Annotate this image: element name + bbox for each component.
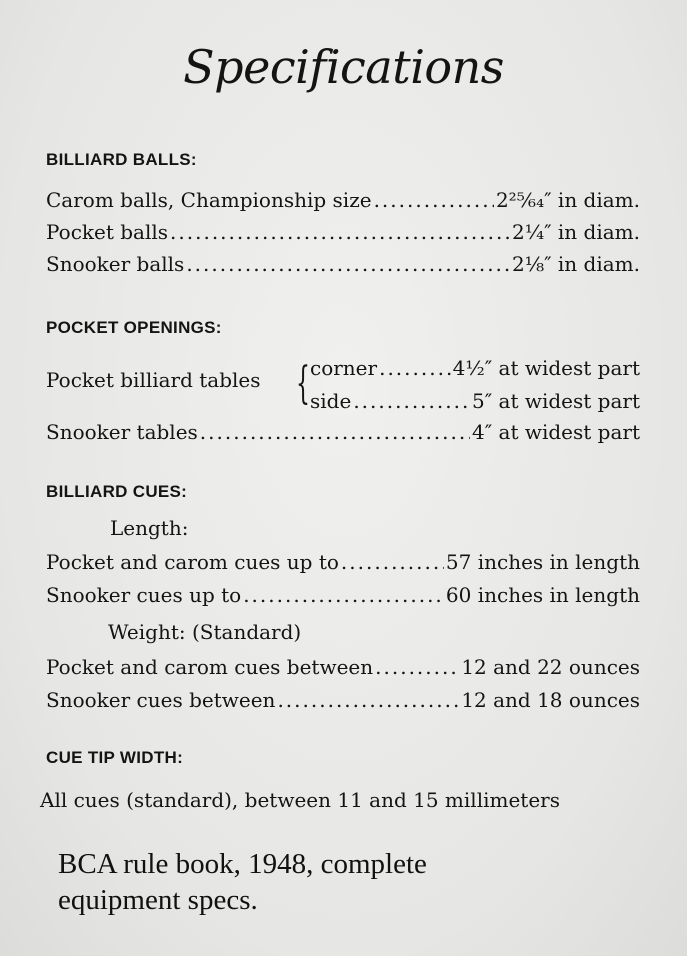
spec-label: Carom balls, Championship size <box>46 188 372 212</box>
spec-label: corner <box>310 356 378 380</box>
leader-dots <box>186 252 510 276</box>
spec-value: 5″ at widest part <box>471 389 640 413</box>
spec-row-pocket-cue-weight <box>46 655 640 679</box>
cue-tip-width-heading: CUE TIP WIDTH: <box>46 748 184 767</box>
spec-value: 4″ at widest part <box>471 420 640 444</box>
spec-row-snooker-tables <box>46 420 640 444</box>
leader-dots <box>374 188 494 212</box>
spec-row-pocket-cue-length <box>46 550 640 574</box>
caption-line: equipment specs. <box>58 884 258 916</box>
leader-dots <box>341 550 444 574</box>
leader-dots <box>243 583 444 607</box>
cue-tip-text: All cues (standard), between 11 and 15 millimeters <box>40 788 560 812</box>
page-title: Specifications <box>183 40 504 94</box>
spec-row-side <box>310 389 640 413</box>
spec-value: 2¼″ in diam. <box>511 220 640 244</box>
spec-value: 57 inches in length <box>445 550 640 574</box>
spec-label: Pocket and carom cues between <box>46 655 374 679</box>
length-label: Length: <box>110 516 189 540</box>
spec-row-snooker-cue-length <box>46 583 640 607</box>
leader-dots <box>170 220 510 244</box>
spec-value: 12 and 22 ounces <box>461 655 640 679</box>
leader-dots <box>379 356 451 380</box>
billiard-balls-heading: BILLIARD BALLS: <box>46 150 197 169</box>
spec-value: 2⅛″ in diam. <box>511 252 640 276</box>
spec-row-pocket-balls <box>46 220 640 244</box>
brace-glyph: { <box>296 358 310 409</box>
spec-label: side <box>310 389 352 413</box>
leader-dots <box>277 688 459 712</box>
spec-label: Snooker balls <box>46 252 185 276</box>
spec-value: 4½″ at widest part <box>452 356 640 380</box>
leader-dots <box>375 655 459 679</box>
spec-row-snooker-cue-weight <box>46 688 640 712</box>
spec-label: Pocket balls <box>46 220 169 244</box>
spec-value: 12 and 18 ounces <box>461 688 640 712</box>
pocket-tables-label: Pocket billiard tables <box>46 368 261 392</box>
billiard-cues-heading: BILLIARD CUES: <box>46 482 188 501</box>
spec-label: Pocket and carom cues up to <box>46 550 339 574</box>
weight-label: Weight: (Standard) <box>108 620 302 644</box>
pocket-openings-heading: POCKET OPENINGS: <box>46 318 222 337</box>
spec-row-corner <box>310 356 640 380</box>
spec-label: Snooker tables <box>46 420 198 444</box>
leader-dots <box>200 420 470 444</box>
spec-row-snooker-balls <box>46 252 640 276</box>
spec-value: 2²⁵⁄₆₄″ in diam. <box>495 188 640 212</box>
caption-line: BCA rule book, 1948, complete <box>58 848 427 880</box>
leader-dots <box>353 389 470 413</box>
spec-row-carom-balls <box>46 188 640 212</box>
spec-label: Snooker cues up to <box>46 583 242 607</box>
spec-value: 60 inches in length <box>445 583 640 607</box>
spec-label: Snooker cues between <box>46 688 276 712</box>
image-caption <box>58 846 427 918</box>
